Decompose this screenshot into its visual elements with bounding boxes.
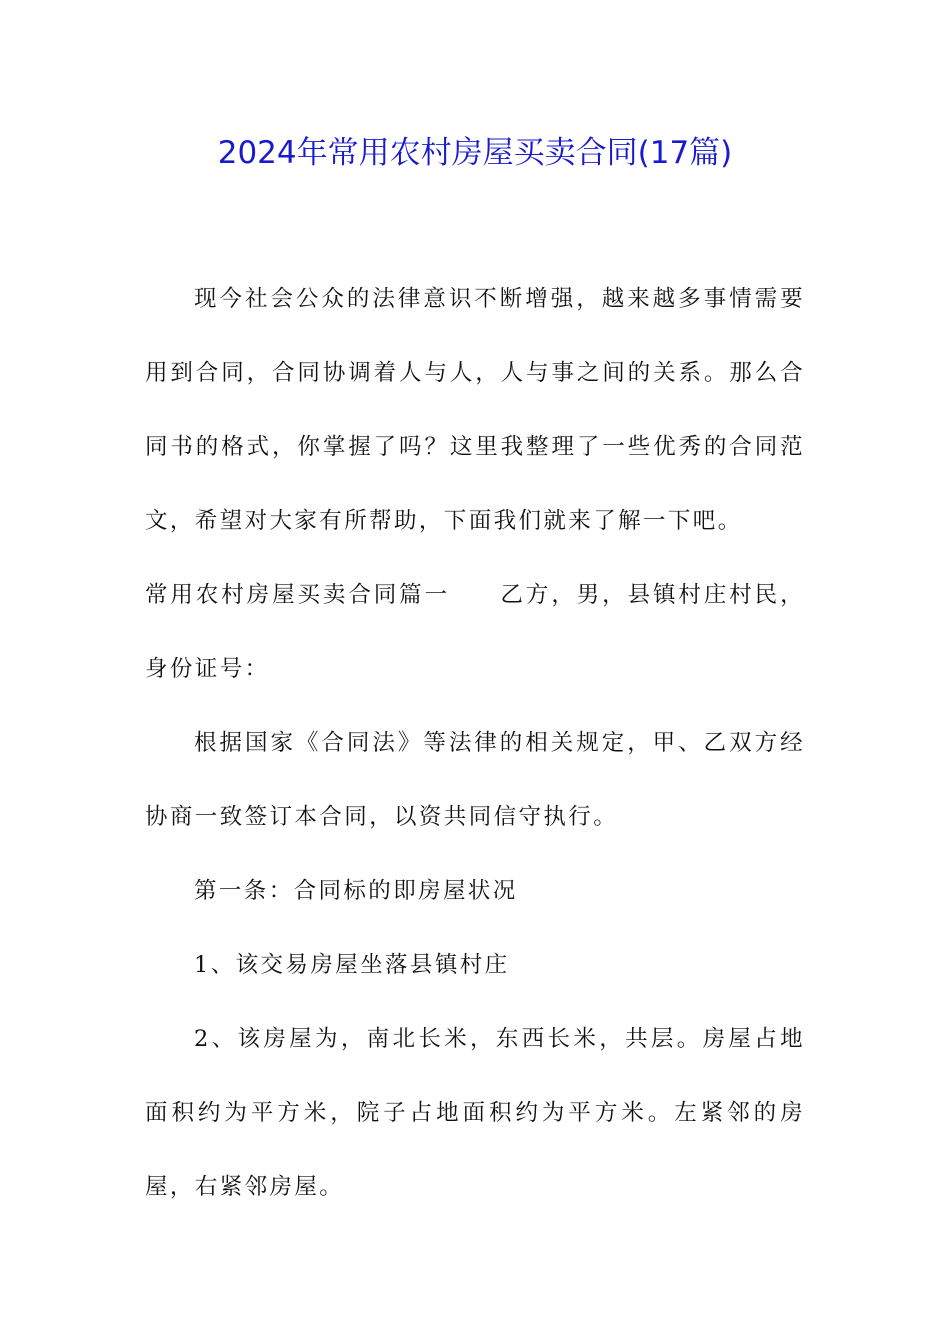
basis-paragraph: 根据国家《合同法》等法律的相关规定，甲、乙双方经协商一致签订本合同，以资共同信守执行。 [145, 730, 805, 830]
intro-paragraph: 现今社会公众的法律意识不断增强，越来越多事情需要用到合同，合同协调着人与人，人与事之间的关系。那么合同书的格式，你掌握了吗？这里我整理了一些优秀的合同范文，希望对大家有所帮助，下面我们就来了解一下吧。 [145, 286, 805, 534]
party-b-text: 乙方，男，县镇村庄村民，身份证号： [145, 582, 805, 682]
document-body [145, 262, 805, 1224]
article-1-item-2: 2、该房屋为，南北长米，东西长米，共层。房屋占地面积约为平方米，院子占地面积约为平方米。左紧邻的房屋，右紧邻房屋。 [145, 1026, 805, 1200]
section-paragraph [145, 558, 805, 706]
section-heading: 常用农村房屋买卖合同篇一 [145, 582, 450, 608]
article-1-heading: 第一条：合同标的即房屋状况 [194, 878, 518, 904]
article-1-item-1: 1、该交易房屋坐落县镇村庄 [194, 952, 510, 978]
document-title: 2024年常用农村房屋买卖合同(17篇) [217, 135, 733, 171]
